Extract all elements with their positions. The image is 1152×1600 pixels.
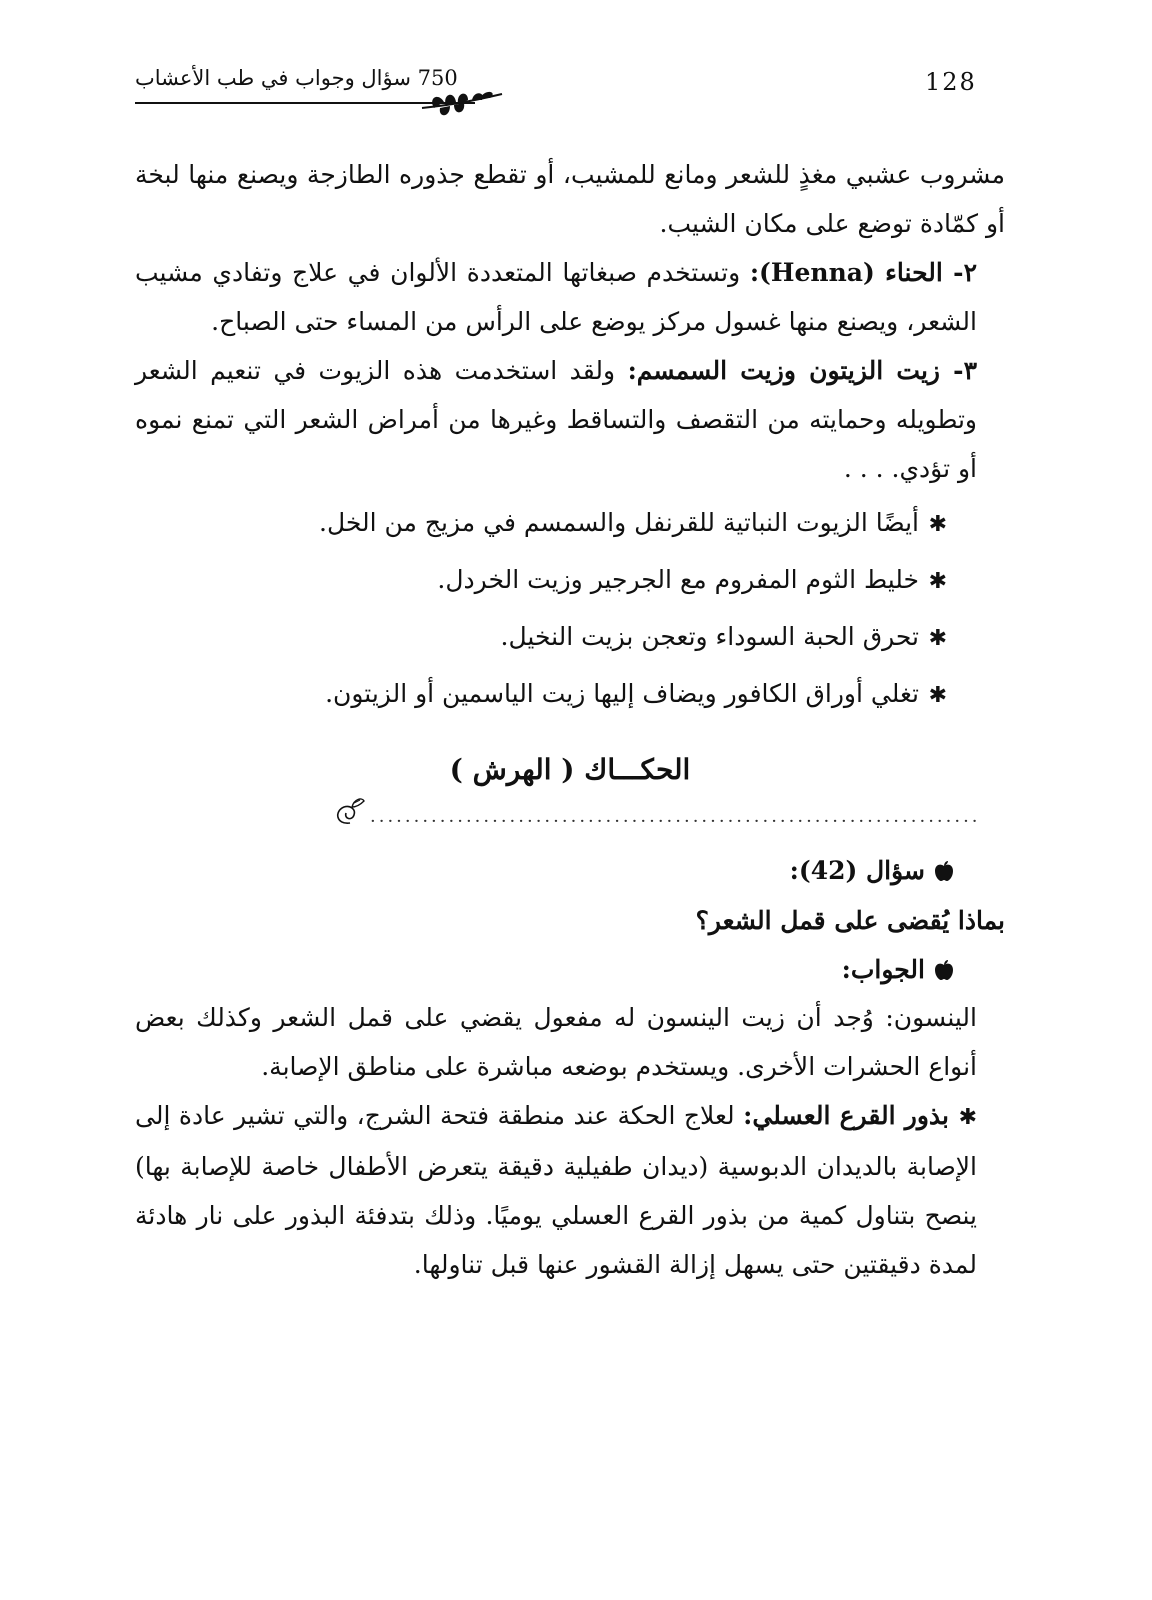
question-text: بماذا يُقضى على قمل الشعر؟ (695, 906, 1005, 935)
henna-text: وتستخدم صبغاتها المتعددة الألوان في علاج وتفادي مشيب الشعر، ويصنع منها غسول مركز يوضع على الرأس من المساء حتى الصباح. (135, 258, 977, 336)
list-item: ✱أيضًا الزيوت النباتية للقرنفل والسمسم في مزيج من الخل. (135, 495, 947, 552)
apple-icon (933, 860, 955, 882)
star-bullet-icon: ✱ (958, 1105, 977, 1130)
page-content (135, 150, 1005, 1289)
paragraph-oils (135, 346, 1005, 493)
paragraph-1: مشروب عشبي مغذٍ للشعر ومانع للمشيب، أو تقطع جذوره الطازجة ويصنع منها لبخة أو كمّادة توضع على مكان الشيب. (135, 160, 1005, 238)
star-bullet-icon: ✱ (928, 569, 947, 594)
star-bullet-icon: ✱ (928, 683, 947, 708)
section-divider (330, 795, 981, 832)
pumpkin-text: لعلاج الحكة عند منطقة فتحة الشرج، والتي تشير عادة إلى الإصابة بالديدان الدبوسية (ديدان طفيلية دقيقة يتعرض الأطفال خاصة للإصابة بها) ينصح بتناول كمية من بذور القرع العسلي يوميًا. وذلك بتدفئة البذور على نار هادئة لمدة دقيقتين حتى يسهل إزالة القشور عنها قبل تناولها. (135, 1101, 977, 1279)
leaf-flourish-icon (330, 795, 370, 829)
answer-label-line (135, 947, 955, 993)
answer-pumpkin-seeds (135, 1091, 1005, 1289)
paragraph-henna (135, 248, 1005, 346)
list-item: ✱خليط الثوم المفروم مع الجرجير وزيت الخردل. (135, 552, 947, 609)
question-label-line (135, 847, 955, 895)
star-bullet-icon: ✱ (928, 512, 947, 537)
page-number: 128 (925, 68, 977, 96)
star-bullet-icon: ✱ (928, 626, 947, 651)
list-item: ✱تحرق الحبة السوداء وتعجن بزيت النخيل. (135, 609, 947, 666)
apple-icon (933, 959, 955, 981)
section-title: الحكـــاك ( الهرش ) (449, 753, 691, 786)
running-title: 750 سؤال وجواب في طب الأعشاب (135, 66, 458, 90)
answer-anise: الينسون: وُجد أن زيت الينسون له مفعول يقضي على قمل الشعر وكذلك بعض أنواع الحشرات الأخرى. ويستخدم بوضعه مباشرة على مناطق الإصابة. (135, 1003, 977, 1081)
oils-lead: ٣- زيت الزيتون وزيت السمسم: (627, 356, 977, 385)
henna-lead: ٢- الحناء (Henna): (749, 258, 977, 287)
answer-label: الجواب: (841, 955, 925, 984)
remedy-list (135, 495, 947, 723)
pumpkin-lead: بذور القرع العسلي: (743, 1101, 949, 1130)
list-item: ✱تغلي أوراق الكافور ويضاف إليها زيت الياسمين أو الزيتون. (135, 666, 947, 723)
page-header (135, 62, 975, 122)
oils-text: ولقد استخدمت هذه الزيوت في تنعيم الشعر وتطويله وحمايته من التقصف والتساقط وغيرها من أمراض الشعر التي تمنع نموه أو تؤدي. . . . (135, 356, 977, 483)
question-label: سؤال (42): (789, 856, 925, 885)
leaf-branch-icon (420, 86, 504, 120)
dotted-rule: ······································································ (370, 811, 981, 832)
